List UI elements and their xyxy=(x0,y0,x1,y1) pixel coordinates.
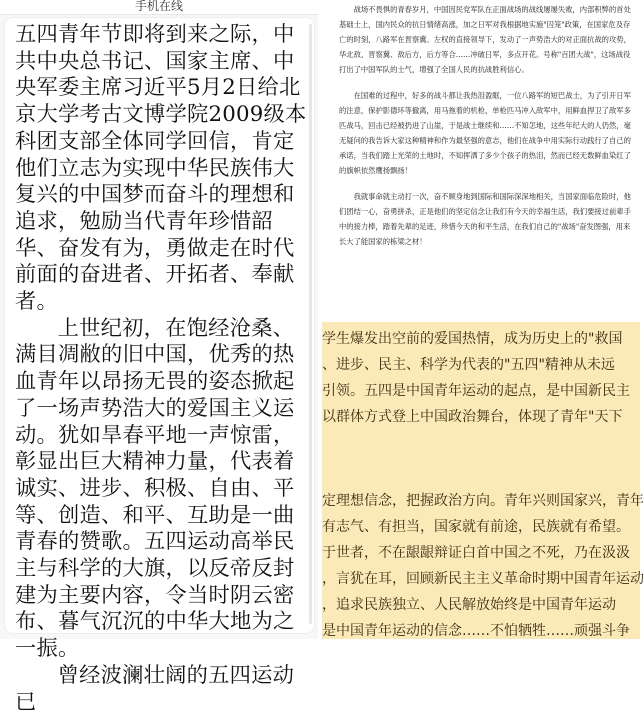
print-line: 以群体方式登上中国政治舞台，体现了青年"天下 xyxy=(322,409,623,425)
message-paragraph-2: 上世纪初，在饱经沧桑、满目凋敝的旧中国，优秀的热血青年以昂扬无畏的姿态掀起了一场声势浩大的爱国主义运动。犹如旱春平地一声惊雷，彰显出巨大精神力量，代表着诚实、进步、积极、自由、平等、创造、和平、互助是一曲青春的赞歌。五四运动高举民主与科学的大旗，以反帝反封建为主要内容，令当时阴云密布、暮气沉沉的中华大地为之一振。 xyxy=(15,315,295,662)
print-line: 定理想信念，把握政治方向。青年兴则国家兴，青年 xyxy=(322,493,644,509)
document-page-panel xyxy=(322,0,640,318)
print-line: ，言犹在耳，回顾新民主主义革命时期中国青年运动 xyxy=(322,571,644,587)
scrollbar[interactable] xyxy=(309,24,312,624)
horizontal-divider xyxy=(322,318,640,322)
print-line: ，追求民族独立、人民解放始终是中国青年运动 xyxy=(322,597,616,613)
status-bar xyxy=(0,0,318,15)
print-line: 是中国青年运动的信念……不怕牺牲……顽强斗争 xyxy=(322,623,630,639)
doc-paragraph-2: 在国难的过程中，好多的战斗都让我热泪盈眶，一位八路军的短巴战士，为了引开日军的注意，保护影德环等撤离，用马拖着的机枪，单枪匹马冲入敌军中，用鲜血捍卫了敌军多匹战马，回击已经被扔进了山崖，于是战士继续和……不知怎地，这些年纪大的人仍然，毫无疑问的我告诉大家这种精神和作为最坚强的意志，他们在战争中用实际行动践行了自己的承诺，当我们踏上光荣的土地时，不知挥洒了多少个孩子的热泪，然而已经无数鲜血染红了的旗帜依然鹰扬飘扬！ xyxy=(339,91,631,175)
chat-screenshot-panel xyxy=(0,0,318,715)
message-paragraph-3: 曾经波澜壮阔的五四运动已 xyxy=(15,662,295,715)
print-line: 学生爆发出空前的爱国热情，成为历史上的"救国 xyxy=(322,331,623,347)
print-line: 引领。五四是中国青年运动的起点，是中国新民主 xyxy=(322,383,630,399)
print-line: 于世者，不在龈龈辩证白首中国之不死，乃在汲汲 xyxy=(322,545,630,561)
status-title: 手机在线 xyxy=(134,0,183,13)
doc-paragraph-1: 战场不畏惧的青春岁月，中国因民党军队在正面战场的战线屡屡失败，内部积弊的首处基础士上，国内民众的抗日情绪高涨，加之日军对我根据地实施"囚笼"政策，在国家危及存亡的时刻，八路军在晋察冀、左权的直接领导下，发动了一声势浩大的对正面抗战的攻势，华北敌、晋察冀、敌后方，后方等合……冲破日军，多点开花。号称"百团大战"，这场战役打出了中国军队的士气，增强了全国人民的抗战胜利信心。 xyxy=(339,5,631,74)
handwritten-message xyxy=(15,22,307,716)
message-paragraph-1: 五四青年节即将到来之际，中共中央总书记、国家主席、中央军委主席习近平5月2日给北京大学考古文博学院2009级本科团支部全体同学回信，肯定他们立志为实现中华民族伟大复兴的中国梦而奋斗的理想和追求，勉励当代青年珍惜韶华、奋发有为，勇做走在时代前面的奋进者、开拓者、奉献者。 xyxy=(15,22,307,315)
print-line: 、进步、民主、科学为代表的"五四"精神从未远 xyxy=(322,357,615,373)
doc-paragraph-3: 我就事命就主动打一次，奋不顾身地到国际和国际深深地相关，当国家面临危险时，他们团结一心，奋勇拼杀，正是他们的坚定信念让我们有今天的幸福生活，我们要接过前辈手中的接力棒，踏着先辈的足迹，珍惜今天的和平生活，在我们自己的"战场"奋发图强，用来长大了能国家的栋梁之材！ xyxy=(339,192,631,246)
printed-text-photo-panel xyxy=(322,322,644,639)
print-line: 有志气、有担当，国家就有前途，民族就有希望。 xyxy=(322,519,630,535)
document-body xyxy=(339,2,631,260)
